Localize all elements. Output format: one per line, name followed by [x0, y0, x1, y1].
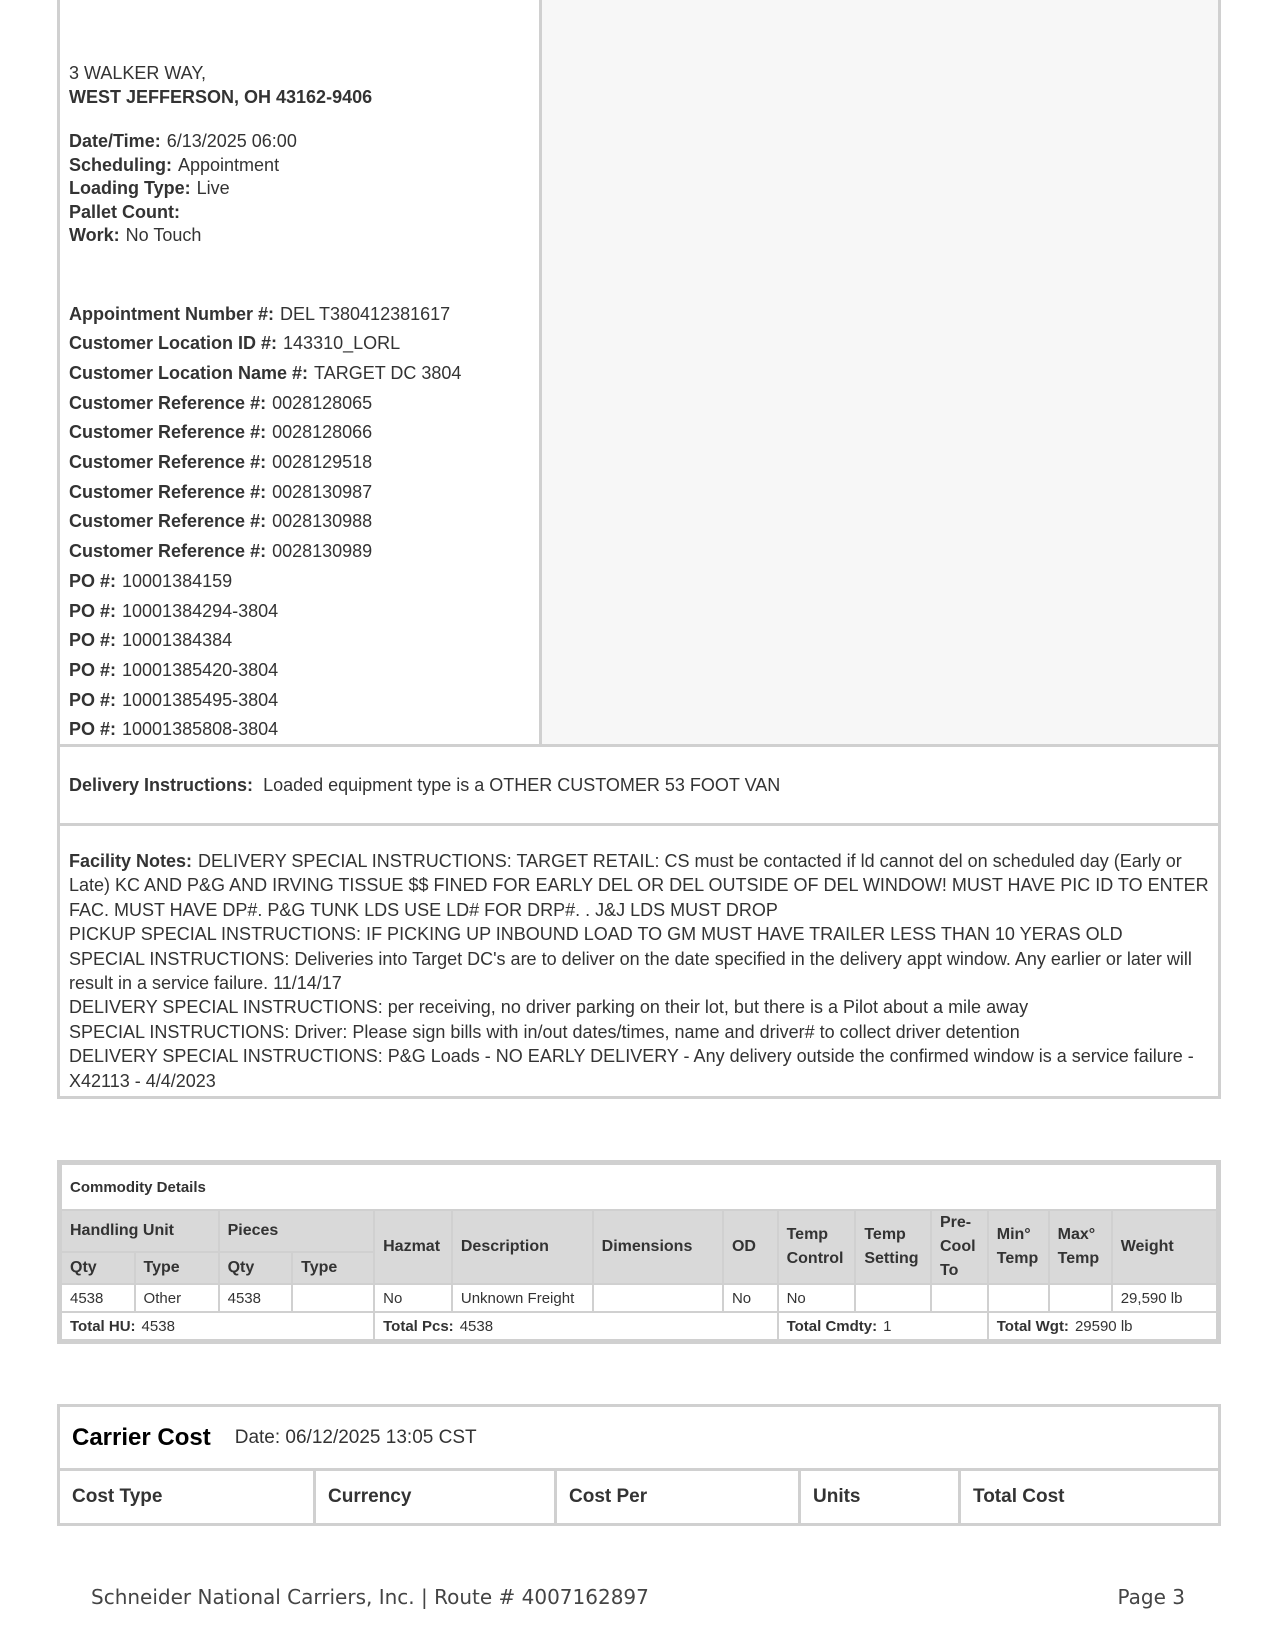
reference-item — [69, 478, 539, 508]
header-hu-qty: Qty — [61, 1252, 135, 1284]
reference-item-value: 10001384384 — [122, 630, 233, 651]
total-pcs-label: Total Pcs: — [383, 1317, 454, 1335]
delivery-instructions-value: Loaded equipment type is a OTHER CUSTOMER 53 FOOT VAN — [263, 775, 781, 795]
reference-item — [69, 537, 539, 567]
cell-hu-qty: 4538 — [61, 1284, 135, 1312]
total-cmdty-value: 1 — [883, 1317, 892, 1335]
detail-item-value: Appointment — [178, 154, 280, 175]
reference-item-label: Customer Location ID #: — [69, 333, 278, 354]
cell-pc-qty: 4538 — [219, 1284, 293, 1312]
reference-item-value: 0028130989 — [272, 541, 373, 562]
reference-item — [69, 567, 539, 597]
header-hazmat: Hazmat — [374, 1210, 452, 1284]
detail-item — [69, 224, 539, 248]
reference-item-label: Customer Reference #: — [69, 452, 267, 473]
detail-item-label: Date/Time: — [69, 131, 161, 151]
carrier-cost-date: Date: 06/12/2025 13:05 CST — [234, 1426, 477, 1448]
address-city: WEST JEFFERSON, OH 43162-9406 — [69, 87, 373, 107]
cell-pre-cool — [931, 1284, 988, 1312]
cell-max-temp — [1049, 1284, 1112, 1312]
cell-description: Unknown Freight — [452, 1284, 593, 1312]
reference-item — [69, 597, 539, 627]
reference-item — [69, 626, 539, 656]
reference-item-value: 0028130987 — [272, 481, 373, 502]
page-footer — [91, 1585, 1185, 1609]
stop-details-list — [69, 130, 539, 248]
reference-item — [69, 507, 539, 537]
reference-item — [69, 448, 539, 478]
reference-item-label: PO #: — [69, 689, 117, 710]
stop-right-panel — [542, 0, 1218, 744]
column-cost-type: Cost Type — [60, 1471, 316, 1523]
column-units: Units — [801, 1471, 961, 1523]
reference-item-label: PO #: — [69, 719, 117, 740]
column-cost-per: Cost Per — [557, 1471, 801, 1523]
column-total-cost: Total Cost — [973, 1486, 1065, 1507]
reference-item — [69, 656, 539, 686]
facility-notes-first: DELIVERY SPECIAL INSTRUCTIONS: TARGET RETAIL: CS must be contacted if ld cannot del on scheduled day (Early or Late) KC AND P&G AND IRVING TISSUE $$ FINED FOR EARLY DEL OR DEL OUTSIDE OF DEL WINDOW! MUST HAVE PIC ID TO ENTER FAC. MUST HAVE DP#. P&G TUNK LDS USE LD# FOR DRP#. . J&J LDS MUST DROP — [69, 851, 1209, 920]
detail-item — [69, 177, 539, 201]
detail-item-label: Scheduling: — [69, 154, 172, 175]
detail-item — [69, 130, 539, 154]
reference-item-label: PO #: — [69, 600, 117, 621]
reference-item-label: Customer Reference #: — [69, 541, 267, 562]
reference-item-value: 10001384294-3804 — [122, 600, 279, 621]
reference-item-value: 0028130988 — [272, 511, 373, 532]
facility-note-line: SPECIAL INSTRUCTIONS: Deliveries into Target DC's are to deliver on the date specified in the delivery appt window. Any earlier or later will result in a service failure. 11/14/17 — [69, 948, 1192, 994]
delivery-instructions-box — [57, 744, 1221, 826]
reference-item-label: PO #: — [69, 630, 117, 651]
reference-item-value: 10001385495-3804 — [122, 689, 279, 710]
commodity-title: Commodity Details — [61, 1164, 1217, 1210]
reference-item-label: PO #: — [69, 659, 117, 680]
totals-row — [61, 1312, 1217, 1340]
detail-item-label: Work: — [69, 225, 120, 245]
detail-item — [69, 201, 539, 225]
header-pieces: Pieces — [219, 1210, 375, 1252]
reference-item — [69, 389, 539, 419]
facility-notes-lines — [69, 922, 1209, 1093]
carrier-cost-table — [57, 1404, 1221, 1526]
reference-item-value: 10001385808-3804 — [122, 719, 279, 740]
detail-item-label: Pallet Count: — [69, 201, 180, 222]
reference-item-label: Appointment Number #: — [69, 303, 274, 324]
reference-item-value: DEL T380412381617 — [280, 303, 451, 324]
cell-min-temp — [988, 1284, 1049, 1312]
reference-item — [69, 300, 539, 330]
reference-item-value: 0028129518 — [272, 452, 373, 473]
cell-hazmat: No — [374, 1284, 452, 1312]
header-weight: Weight — [1112, 1210, 1217, 1284]
reference-item — [69, 359, 539, 389]
page-number: Page 3 — [1117, 1585, 1185, 1609]
commodity-details-table — [57, 1160, 1221, 1344]
detail-item-value: Live — [196, 178, 230, 198]
total-wgt-label: Total Wgt: — [996, 1317, 1069, 1335]
facility-notes-label: Facility Notes: — [69, 851, 193, 871]
reference-item-label: Customer Reference #: — [69, 511, 267, 532]
facility-note-line: SPECIAL INSTRUCTIONS: Driver: Please sign bills with in/out dates/times, name and driver# to collect driver detention — [69, 1021, 1020, 1042]
reference-item-value: 0028128065 — [272, 392, 373, 413]
header-dimensions: Dimensions — [593, 1210, 723, 1284]
reference-item-label: Customer Location Name #: — [69, 362, 309, 383]
header-od: OD — [723, 1210, 778, 1284]
footer-text: Schneider National Carriers, Inc. | Route # 4007162897 — [91, 1585, 649, 1609]
cell-pc-type — [292, 1284, 374, 1312]
detail-item — [69, 154, 539, 178]
stop-details-block — [57, 0, 1221, 744]
column-currency: Currency — [316, 1471, 557, 1523]
header-temp-control: Temp Control — [778, 1210, 856, 1284]
reference-item-value: 10001384159 — [122, 570, 233, 591]
detail-item-label: Loading Type: — [69, 178, 191, 198]
total-wgt-value: 29590 lb — [1074, 1317, 1133, 1335]
facility-notes-box — [57, 826, 1221, 1099]
total-pcs-value: 4538 — [459, 1317, 494, 1335]
table-row — [61, 1284, 1217, 1312]
cell-dimensions — [593, 1284, 723, 1312]
facility-note-line: DELIVERY SPECIAL INSTRUCTIONS: P&G Loads - NO EARLY DELIVERY - Any delivery outside the confirmed window is a service failure - X42113 - 4/4/2023 — [69, 1046, 1194, 1091]
cell-weight: 29,590 lb — [1112, 1284, 1217, 1312]
reference-item — [69, 329, 539, 359]
stop-info-column — [60, 0, 542, 744]
reference-item-value: 0028128066 — [272, 422, 373, 443]
facility-note-line: PICKUP SPECIAL INSTRUCTIONS: IF PICKING UP INBOUND LOAD TO GM MUST HAVE TRAILER LESS THAN 10 YERAS OLD — [69, 924, 1123, 945]
detail-item-value: 6/13/2025 06:00 — [166, 131, 297, 151]
cell-temp-control: No — [778, 1284, 856, 1312]
header-description: Description — [452, 1210, 593, 1284]
cell-temp-setting — [855, 1284, 931, 1312]
carrier-cost-title: Carrier Cost — [72, 1423, 211, 1451]
reference-list — [69, 300, 539, 746]
total-hu-value: 4538 — [141, 1317, 175, 1335]
header-temp-setting: Temp Setting — [855, 1210, 931, 1284]
header-max-temp: Max° Temp — [1049, 1210, 1112, 1284]
header-min-temp: Min° Temp — [988, 1210, 1049, 1284]
reference-item — [69, 715, 539, 745]
reference-item-label: Customer Reference #: — [69, 392, 267, 413]
reference-item-label: Customer Reference #: — [69, 422, 267, 443]
reference-item-label: PO #: — [69, 570, 117, 591]
header-pre-cool: Pre-Cool To — [931, 1210, 988, 1284]
total-hu-label: Total HU: — [70, 1317, 136, 1335]
header-handling-unit: Handling Unit — [61, 1210, 219, 1252]
reference-item-value: TARGET DC 3804 — [314, 362, 462, 383]
address-street: 3 WALKER WAY, — [69, 63, 207, 83]
header-pc-qty: Qty — [219, 1252, 293, 1284]
reference-item — [69, 418, 539, 448]
reference-item — [69, 686, 539, 716]
reference-item-label: Customer Reference #: — [69, 481, 267, 502]
total-cmdty-label: Total Cmdty: — [786, 1317, 878, 1335]
detail-item-value: No Touch — [125, 225, 202, 245]
cell-hu-type: Other — [135, 1284, 219, 1312]
reference-item-value: 10001385420-3804 — [122, 659, 279, 680]
header-pc-type: Type — [292, 1252, 374, 1284]
facility-note-line: DELIVERY SPECIAL INSTRUCTIONS: per receiving, no driver parking on their lot, but there is a Pilot about a mile away — [69, 997, 1029, 1018]
delivery-instructions-label: Delivery Instructions: — [69, 775, 254, 795]
reference-item-value: 143310_LORL — [283, 333, 401, 354]
cell-od: No — [723, 1284, 778, 1312]
header-hu-type: Type — [135, 1252, 219, 1284]
bill-of-lading-page — [57, 0, 1221, 1507]
